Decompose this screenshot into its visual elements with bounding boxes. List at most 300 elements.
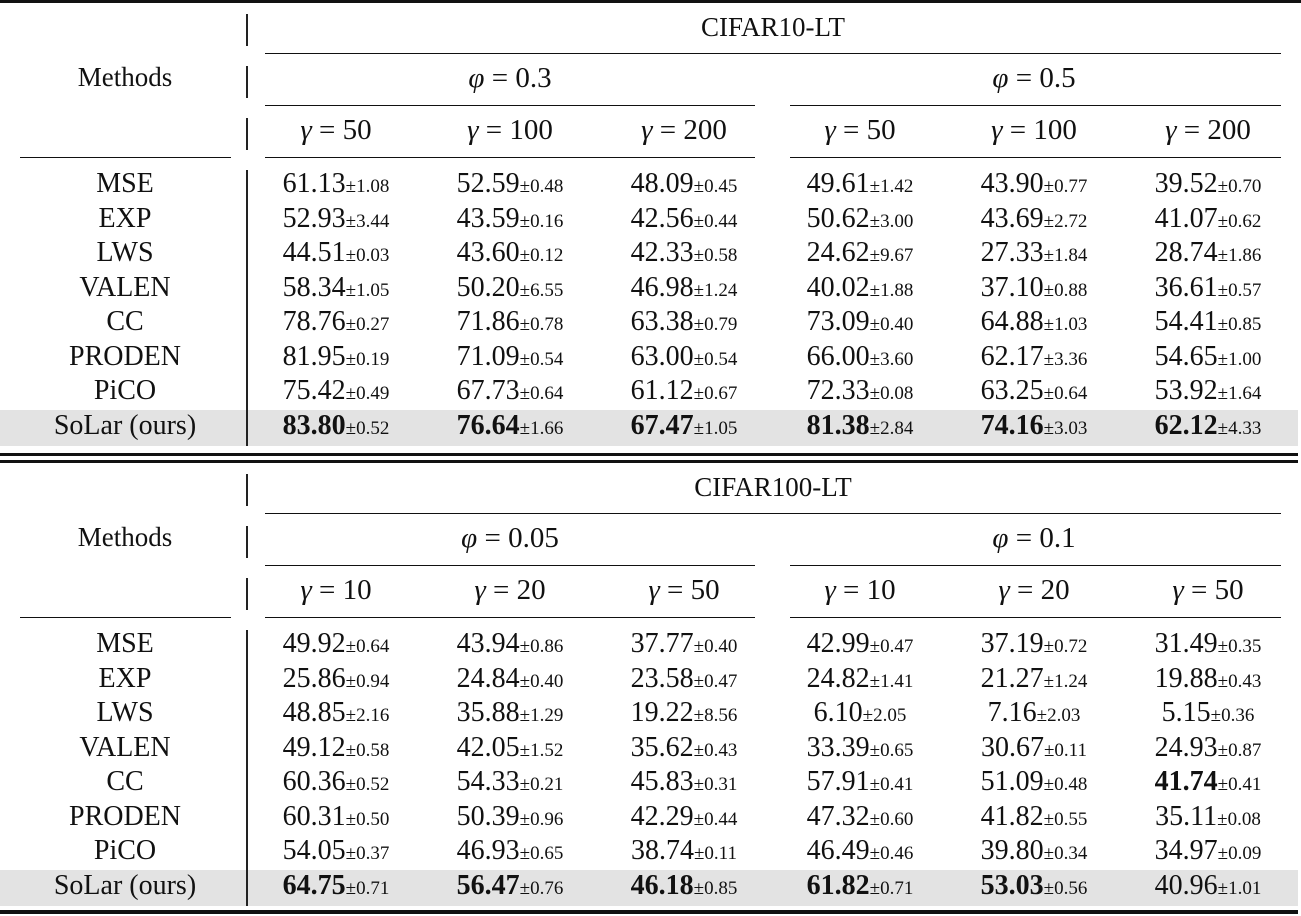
column-separator — [246, 474, 248, 506]
result-cell — [457, 800, 564, 837]
mean-value: 78.76 — [282, 306, 346, 337]
double-rule-a — [0, 453, 1298, 456]
mean-value: 81.95 — [282, 340, 346, 372]
std-value: ±3.03 — [1043, 417, 1088, 439]
std-value: ±0.64 — [1043, 383, 1088, 404]
phi-group-header: φ = 0.1 — [992, 522, 1076, 554]
phi-group-header: φ = 0.05 — [461, 522, 559, 554]
std-value: ±0.54 — [519, 348, 564, 370]
result-cell — [457, 202, 564, 239]
result-cell — [1155, 305, 1262, 342]
gamma-symbol: γ — [300, 574, 312, 606]
result-cell — [631, 627, 738, 664]
std-value: ±3.36 — [1043, 348, 1088, 370]
mean-value: 49.92 — [282, 628, 346, 659]
mean-value: 42.29 — [630, 800, 694, 832]
gamma-symbol: γ — [824, 114, 836, 146]
std-value: ±1.05 — [693, 417, 738, 439]
phi-underline-left — [265, 565, 755, 566]
result-cell — [457, 834, 564, 871]
mean-value: 43.59 — [456, 202, 520, 234]
mean-value: 60.31 — [282, 800, 346, 832]
std-value: ±3.44 — [345, 210, 390, 232]
result-cell — [631, 696, 738, 733]
gamma-symbol: γ — [998, 574, 1010, 606]
mean-value: 19.22 — [630, 697, 694, 728]
mean-value: 83.80 — [282, 409, 346, 441]
result-cell — [807, 627, 914, 664]
mean-value: 58.34 — [282, 271, 346, 303]
mean-value: 64.75 — [282, 869, 346, 901]
mean-value: 21.27 — [980, 662, 1044, 694]
result-cell — [283, 305, 390, 342]
std-value: ±0.34 — [1043, 843, 1088, 864]
mean-value: 35.62 — [630, 731, 694, 763]
std-value: ±0.55 — [1043, 808, 1088, 830]
method-name: MSE — [96, 628, 154, 659]
phi-group-header: φ = 0.5 — [992, 62, 1076, 94]
std-value: ±2.72 — [1043, 210, 1088, 232]
result-cell — [1155, 662, 1262, 699]
mean-value: 27.33 — [980, 237, 1044, 268]
mean-value: 30.67 — [981, 731, 1045, 763]
result-cell — [283, 869, 390, 906]
gamma-underline-left — [265, 157, 755, 158]
gamma-symbol: γ — [474, 574, 486, 606]
std-value: ±0.41 — [869, 774, 914, 795]
std-value: ±0.52 — [345, 774, 390, 795]
result-cell — [1155, 800, 1261, 837]
gamma-value: 50 — [342, 114, 372, 146]
result-cell — [814, 696, 907, 733]
std-value: ±1.00 — [1217, 348, 1262, 370]
gamma-symbol: γ — [991, 114, 1003, 146]
result-cell — [981, 800, 1088, 837]
mean-value: 41.07 — [1154, 202, 1218, 234]
phi-symbol: φ — [461, 522, 478, 554]
top-rule — [0, 0, 1301, 3]
result-cell — [807, 662, 914, 699]
double-rule-b — [0, 460, 1298, 463]
gamma-value: 200 — [1207, 114, 1251, 146]
mean-value: 57.91 — [806, 766, 870, 797]
std-value: ±0.58 — [693, 245, 738, 266]
phi-value: 0.1 — [1039, 522, 1076, 554]
result-cell — [1155, 409, 1262, 446]
result-cell — [457, 340, 564, 377]
mean-value: 66.00 — [806, 340, 870, 372]
std-value: ±0.36 — [1210, 705, 1255, 726]
mean-value: 75.42 — [282, 375, 346, 406]
mean-value: 6.10 — [813, 697, 863, 728]
std-value: ±0.52 — [345, 417, 390, 439]
std-value: ±0.09 — [1217, 843, 1262, 864]
result-cell — [1155, 167, 1262, 204]
std-value: ±0.67 — [693, 383, 738, 404]
std-value: ±0.40 — [693, 636, 738, 657]
phi-underline-right — [790, 105, 1281, 106]
gamma-symbol: γ — [824, 574, 836, 606]
result-cell — [283, 374, 390, 411]
column-separator — [246, 526, 248, 558]
mean-value: 42.56 — [630, 202, 694, 234]
mean-value: 52.93 — [282, 202, 346, 234]
mean-value: 24.84 — [456, 662, 520, 694]
dataset-underline — [265, 513, 1281, 514]
result-cell — [807, 340, 914, 377]
mean-value: 63.00 — [630, 340, 694, 372]
phi-value: 0.05 — [508, 522, 559, 554]
result-cell — [807, 731, 914, 768]
std-value: ±1.41 — [869, 670, 914, 692]
result-cell — [283, 662, 390, 699]
result-cell — [631, 202, 738, 239]
std-value: ±0.45 — [693, 176, 738, 197]
gamma-column-header: γ = 20 — [474, 574, 546, 606]
std-value: ±0.44 — [693, 210, 738, 232]
method-name: PiCO — [93, 835, 157, 866]
mean-value: 67.47 — [630, 409, 694, 441]
mean-value: 5.15 — [1161, 697, 1211, 728]
result-cell — [807, 236, 914, 273]
mean-value: 24.93 — [1154, 731, 1218, 763]
mean-value: 19.88 — [1154, 662, 1218, 694]
gamma-column-header: γ = 100 — [991, 114, 1077, 146]
result-cell — [283, 409, 390, 446]
bottom-rule — [0, 910, 1298, 914]
mean-value: 63.38 — [630, 306, 694, 337]
result-cell — [457, 374, 564, 411]
result-cell — [807, 374, 914, 411]
mean-value: 60.36 — [282, 766, 346, 797]
result-cell — [631, 236, 738, 273]
mean-value: 35.11 — [1155, 800, 1218, 832]
std-value: ±0.43 — [693, 739, 738, 761]
std-value: ±0.03 — [345, 245, 390, 266]
std-value: ±0.71 — [345, 877, 390, 899]
result-cell — [981, 834, 1088, 871]
std-value: ±6.55 — [519, 279, 564, 301]
gamma-column-header: γ = 100 — [467, 114, 553, 146]
mean-value: 81.38 — [806, 409, 870, 441]
result-cell — [631, 834, 737, 871]
method-name: VALEN — [79, 271, 171, 303]
std-value: ±0.40 — [869, 314, 914, 335]
result-cell — [631, 374, 738, 411]
std-value: ±0.85 — [1217, 314, 1262, 335]
std-value: ±0.16 — [519, 210, 564, 232]
std-value: ±1.88 — [869, 279, 914, 301]
mean-value: 39.80 — [980, 835, 1044, 866]
result-cell — [631, 765, 738, 802]
method-name: CC — [106, 766, 144, 797]
phi-symbol: φ — [992, 62, 1009, 94]
column-separator — [246, 170, 248, 446]
std-value: ±1.29 — [519, 705, 564, 726]
method-name: CC — [106, 306, 144, 337]
column-separator — [246, 14, 248, 46]
result-cell — [807, 271, 914, 308]
result-cell — [457, 869, 564, 906]
gamma-symbol: γ — [648, 574, 660, 606]
methods-underline — [20, 157, 231, 158]
std-value: ±0.48 — [519, 176, 564, 197]
result-cell — [457, 167, 564, 204]
result-cell — [981, 271, 1088, 308]
mean-value: 67.73 — [456, 375, 520, 406]
mean-value: 24.82 — [806, 662, 870, 694]
mean-value: 72.33 — [806, 375, 870, 406]
mean-value: 71.86 — [456, 306, 520, 337]
std-value: ±0.47 — [693, 670, 738, 692]
method-name: MSE — [96, 168, 154, 199]
mean-value: 37.77 — [630, 628, 694, 659]
mean-value: 61.82 — [806, 869, 870, 901]
result-cell — [1155, 834, 1262, 871]
mean-value: 51.09 — [980, 766, 1044, 797]
mean-value: 73.09 — [806, 306, 870, 337]
std-value: ±3.60 — [869, 348, 914, 370]
std-value: ±0.88 — [1043, 279, 1088, 301]
std-value: ±0.96 — [519, 808, 564, 830]
result-cell — [988, 696, 1081, 733]
result-cell — [981, 765, 1088, 802]
result-cell — [631, 800, 738, 837]
std-value: ±1.08 — [345, 176, 390, 197]
gamma-column-header: γ = 10 — [824, 574, 896, 606]
std-value: ±0.77 — [1043, 176, 1088, 197]
std-value: ±1.42 — [869, 176, 914, 197]
result-cell — [283, 731, 390, 768]
mean-value: 49.61 — [806, 168, 870, 199]
gamma-value: 100 — [1033, 114, 1077, 146]
gamma-value: 20 — [1040, 574, 1070, 606]
result-cell — [807, 800, 914, 837]
std-value: ±0.65 — [519, 843, 564, 864]
gamma-value: 10 — [866, 574, 896, 606]
std-value: ±8.56 — [693, 705, 738, 726]
std-value: ±2.05 — [862, 705, 907, 726]
mean-value: 28.74 — [1154, 237, 1218, 268]
std-value: ±0.65 — [869, 739, 914, 761]
result-cell — [981, 627, 1088, 664]
mean-value: 53.03 — [980, 869, 1044, 901]
std-value: ±0.56 — [1043, 877, 1088, 899]
mean-value: 62.12 — [1154, 409, 1218, 441]
method-name: PRODEN — [68, 340, 182, 372]
dataset-header: CIFAR100-LT — [694, 472, 852, 502]
result-cell — [981, 202, 1088, 239]
mean-value: 44.51 — [282, 237, 346, 268]
phi-underline-right — [790, 565, 1281, 566]
std-value: ±0.62 — [1217, 210, 1262, 232]
mean-value: 40.02 — [806, 271, 870, 303]
result-cell — [457, 271, 564, 308]
result-cell — [1155, 202, 1262, 239]
std-value: ±0.64 — [345, 636, 390, 657]
mean-value: 35.88 — [456, 697, 520, 728]
gamma-symbol: γ — [467, 114, 479, 146]
column-separator — [246, 630, 248, 906]
std-value: ±0.47 — [869, 636, 914, 657]
result-cell — [283, 800, 390, 837]
result-cell — [1162, 696, 1255, 733]
method-name: VALEN — [79, 731, 171, 763]
result-cell — [631, 167, 738, 204]
std-value: ±0.72 — [1043, 636, 1088, 657]
mean-value: 48.85 — [282, 697, 346, 728]
std-value: ±0.27 — [345, 314, 390, 335]
gamma-symbol: γ — [1165, 114, 1177, 146]
std-value: ±2.16 — [345, 705, 390, 726]
result-cell — [981, 409, 1088, 446]
std-value: ±0.50 — [345, 808, 390, 830]
mean-value: 54.41 — [1154, 306, 1218, 337]
mean-value: 50.39 — [456, 800, 520, 832]
gamma-symbol: γ — [1172, 574, 1184, 606]
std-value: ±1.01 — [1217, 877, 1262, 899]
result-cell — [631, 305, 738, 342]
gamma-value: 50 — [866, 114, 896, 146]
result-cell — [981, 731, 1087, 768]
result-cell — [1155, 340, 1262, 377]
mean-value: 48.09 — [630, 168, 694, 199]
result-cell — [1155, 765, 1262, 802]
result-cell — [631, 409, 738, 446]
std-value: ±0.60 — [869, 808, 914, 830]
result-cell — [457, 409, 564, 446]
mean-value: 41.74 — [1154, 766, 1218, 797]
mean-value: 54.05 — [282, 835, 346, 866]
std-value: ±0.48 — [1043, 774, 1088, 795]
mean-value: 46.18 — [630, 869, 694, 901]
std-value: ±0.86 — [519, 636, 564, 657]
mean-value: 50.20 — [456, 271, 520, 303]
result-cell — [457, 765, 564, 802]
result-cell — [807, 305, 914, 342]
mean-value: 40.96 — [1154, 869, 1218, 901]
result-cell — [981, 340, 1088, 377]
std-value: ±0.11 — [1044, 739, 1087, 761]
result-cell — [457, 696, 564, 733]
std-value: ±0.71 — [869, 877, 914, 899]
result-cell — [807, 765, 914, 802]
result-cell — [807, 167, 914, 204]
gamma-column-header: γ = 10 — [300, 574, 372, 606]
std-value: ±1.05 — [345, 279, 390, 301]
method-name: LWS — [96, 697, 154, 728]
gamma-underline-right — [790, 157, 1281, 158]
std-value: ±1.86 — [1217, 245, 1262, 266]
mean-value: 52.59 — [456, 168, 520, 199]
result-cell — [981, 869, 1088, 906]
mean-value: 42.33 — [630, 237, 694, 268]
mean-value: 46.93 — [456, 835, 520, 866]
std-value: ±2.03 — [1036, 705, 1081, 726]
mean-value: 74.16 — [980, 409, 1044, 441]
std-value: ±0.58 — [345, 739, 390, 761]
phi-symbol: φ — [468, 62, 485, 94]
mean-value: 25.86 — [282, 662, 346, 694]
methods-header: Methods — [77, 62, 173, 92]
mean-value: 62.17 — [980, 340, 1044, 372]
gamma-symbol: γ — [300, 114, 312, 146]
result-cell — [1155, 374, 1262, 411]
std-value: ±2.84 — [869, 417, 914, 439]
dataset-header: CIFAR10-LT — [700, 12, 846, 42]
mean-value: 39.52 — [1154, 168, 1218, 199]
std-value: ±0.12 — [519, 245, 564, 266]
result-cell — [807, 202, 914, 239]
gamma-underline-left — [265, 617, 755, 618]
mean-value: 42.05 — [456, 731, 520, 763]
gamma-column-header: γ = 200 — [1165, 114, 1251, 146]
std-value: ±0.85 — [693, 877, 738, 899]
std-value: ±1.66 — [519, 417, 564, 439]
gamma-column-header: γ = 50 — [648, 574, 720, 606]
std-value: ±3.00 — [869, 210, 914, 232]
gamma-column-header: γ = 20 — [998, 574, 1070, 606]
gamma-column-header: γ = 50 — [1172, 574, 1244, 606]
std-value: ±0.44 — [693, 808, 738, 830]
std-value: ±0.19 — [345, 348, 390, 370]
result-cell — [283, 167, 390, 204]
gamma-symbol: γ — [641, 114, 653, 146]
std-value: ±9.67 — [869, 245, 914, 266]
gamma-value: 50 — [690, 574, 720, 606]
std-value: ±0.76 — [519, 877, 564, 899]
method-name: EXP — [98, 662, 152, 694]
phi-underline-left — [265, 105, 755, 106]
mean-value: 38.74 — [631, 835, 695, 866]
result-cell — [283, 340, 390, 377]
mean-value: 63.25 — [980, 375, 1044, 406]
method-name: LWS — [96, 237, 154, 268]
mean-value: 50.62 — [806, 202, 870, 234]
result-cell — [457, 662, 564, 699]
result-cell — [631, 731, 738, 768]
result-cell — [631, 869, 738, 906]
std-value: ±1.64 — [1217, 383, 1262, 404]
result-cell — [807, 869, 914, 906]
mean-value: 37.10 — [980, 271, 1044, 303]
std-value: ±0.46 — [869, 843, 914, 864]
result-cell — [457, 305, 564, 342]
method-name: EXP — [98, 202, 152, 234]
result-cell — [457, 627, 564, 664]
gamma-column-header: γ = 50 — [300, 114, 372, 146]
gamma-value: 50 — [1214, 574, 1244, 606]
mean-value: 34.97 — [1154, 835, 1218, 866]
result-cell — [1155, 869, 1262, 906]
mean-value: 47.32 — [806, 800, 870, 832]
mean-value: 43.69 — [980, 202, 1044, 234]
result-cell — [283, 765, 390, 802]
std-value: ±0.87 — [1217, 739, 1262, 761]
result-cell — [631, 662, 738, 699]
gamma-value: 20 — [516, 574, 546, 606]
mean-value: 54.65 — [1154, 340, 1218, 372]
mean-value: 64.88 — [980, 306, 1044, 337]
dataset-underline — [265, 53, 1281, 54]
mean-value: 33.39 — [806, 731, 870, 763]
mean-value: 24.62 — [806, 237, 870, 268]
result-cell — [981, 167, 1088, 204]
phi-value: 0.3 — [515, 62, 552, 94]
mean-value: 31.49 — [1154, 628, 1218, 659]
std-value: ±0.70 — [1217, 176, 1262, 197]
std-value: ±0.11 — [694, 843, 737, 864]
